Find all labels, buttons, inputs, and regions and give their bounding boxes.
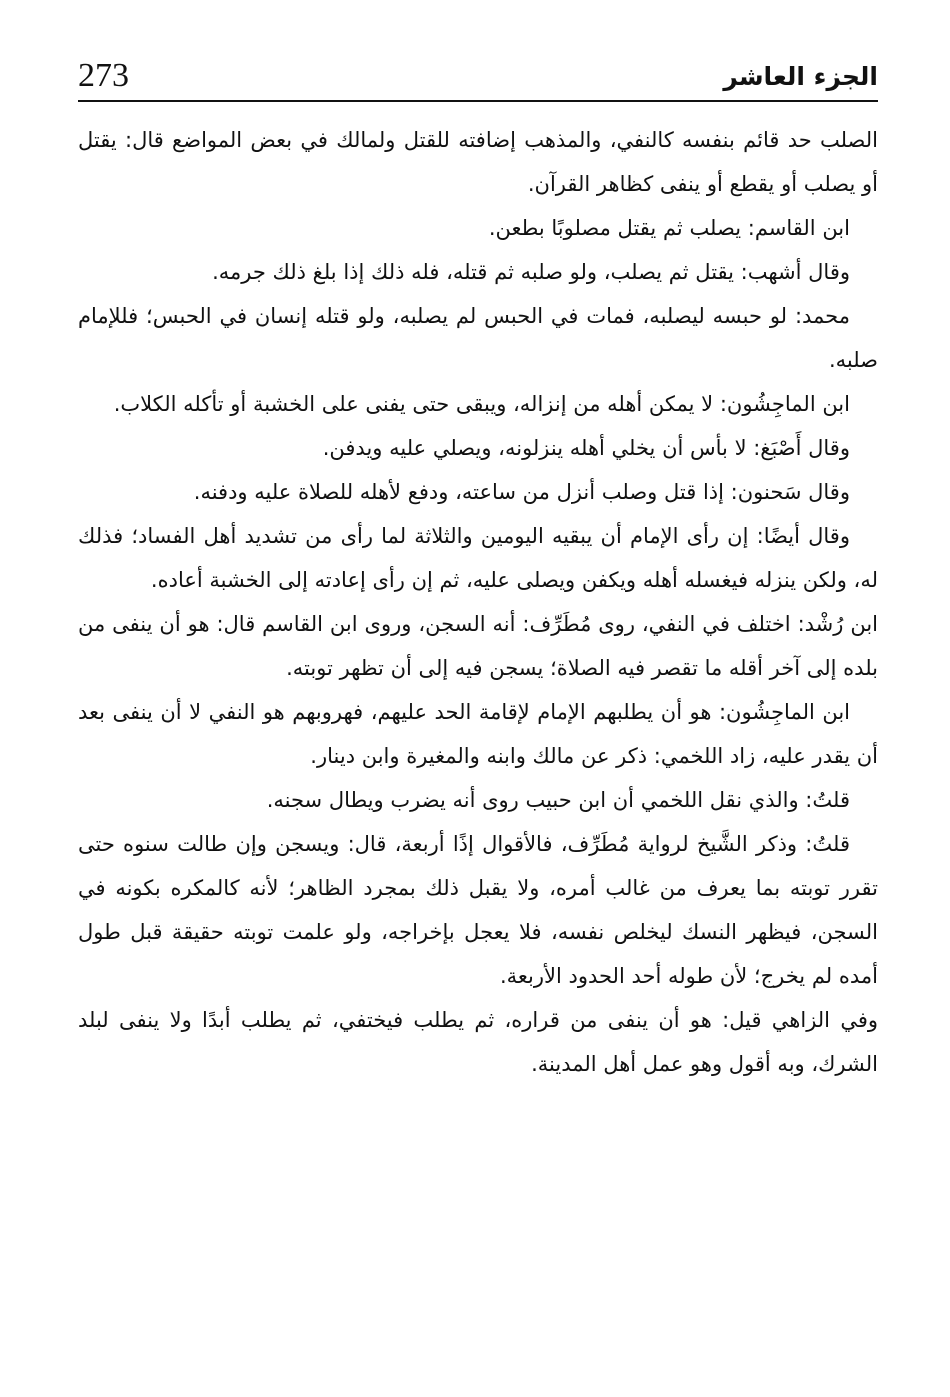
page-number: 273 (78, 57, 129, 94)
paragraph: ابن الماجِشُون: لا يمكن أهله من إنزاله، ويبقى حتى يفنى على الخشبة أو تأكله الكلاب. (113, 392, 850, 416)
paragraph: وقال سَحنون: إذا قتل وصلب أنزل من ساعته، ودفع لأهله للصلاة عليه ودفنه. (193, 480, 850, 504)
book-page (78, 52, 878, 1086)
running-title: الجزء العاشر (723, 62, 878, 91)
paragraph: وفي الزاهي قيل: هو أن ينفى من قراره، ثم يطلب فيختفي، ثم يطلب أبدًا ولا ينفى لبلد الشرك، وبه أقول وهو عمل أهل المدينة. (78, 1008, 878, 1076)
paragraph: قلتُ: والذي نقل اللخمي أن ابن حبيب روى أنه يضرب ويطال سجنه. (266, 788, 850, 812)
paragraph: ابن رُشْد: اختلف في النفي، روى مُطَرِّف: أنه السجن، وروى ابن القاسم قال: هو أن ينفى من بلده إلى آخر أقله ما تقصر فيه الصلاة؛ يسجن فيه إلى أن تظهر توبته. (78, 612, 878, 680)
paragraph: وقال أشهب: يقتل ثم يصلب، ولو صلبه ثم قتله، فله ذلك إذا بلغ ذلك جرمه. (212, 260, 850, 284)
paragraph: وقال أَصْبَغ: لا بأس أن يخلي أهله ينزلونه، ويصلي عليه ويدفن. (322, 436, 850, 460)
paragraph: وقال أيضًا: إن رأى الإمام أن يبقيه اليومين والثلاثة لما رأى من تشديد أهل الفساد؛ فذلك له، ولكن ينزله فيغسله أهله ويكفن ويصلى عليه، ثم إن رأى إعادته إلى الخشبة أعاده. (78, 524, 878, 592)
page-header (78, 52, 878, 102)
paragraph: ابن الماجِشُون: هو أن يطلبهم الإمام لإقامة الحد عليهم، فهروبهم هو النفي لا أن ينفى بعد أن يقدر عليه، زاد اللخمي: ذكر عن مالك وابنه والمغيرة وابن دينار. (78, 700, 878, 768)
body-text (78, 118, 878, 1086)
paragraph: الصلب حد قائم بنفسه كالنفي، والمذهب إضافته للقتل ولمالك في بعض المواضع قال: يقتل أو يصلب أو يقطع أو ينفى كظاهر القرآن. (78, 128, 878, 196)
paragraph: محمد: لو حبسه ليصلبه، فمات في الحبس لم يصلبه، ولو قتله إنسان في الحبس؛ فللإمام صلبه. (78, 304, 878, 372)
paragraph: قلتُ: وذكر الشَّيخ لرواية مُطَرِّف، فالأقوال إذًا أربعة، قال: ويسجن وإن طالت سنوه حتى تقرر توبته بما يعرف من غالب أمره، ولا يقبل ذلك بمجرد الظاهر؛ لأنه كالمكره بكونه في السجن، فيظهر النسك ليخلص نفسه، فلا يعجل بإخراجه، ولو علمت توبته حقيقة قبل طول أمده لم يخرج؛ لأن طوله أحد الحدود الأربعة. (78, 832, 878, 988)
paragraph: ابن القاسم: يصلب ثم يقتل مصلوبًا بطعن. (488, 216, 850, 240)
